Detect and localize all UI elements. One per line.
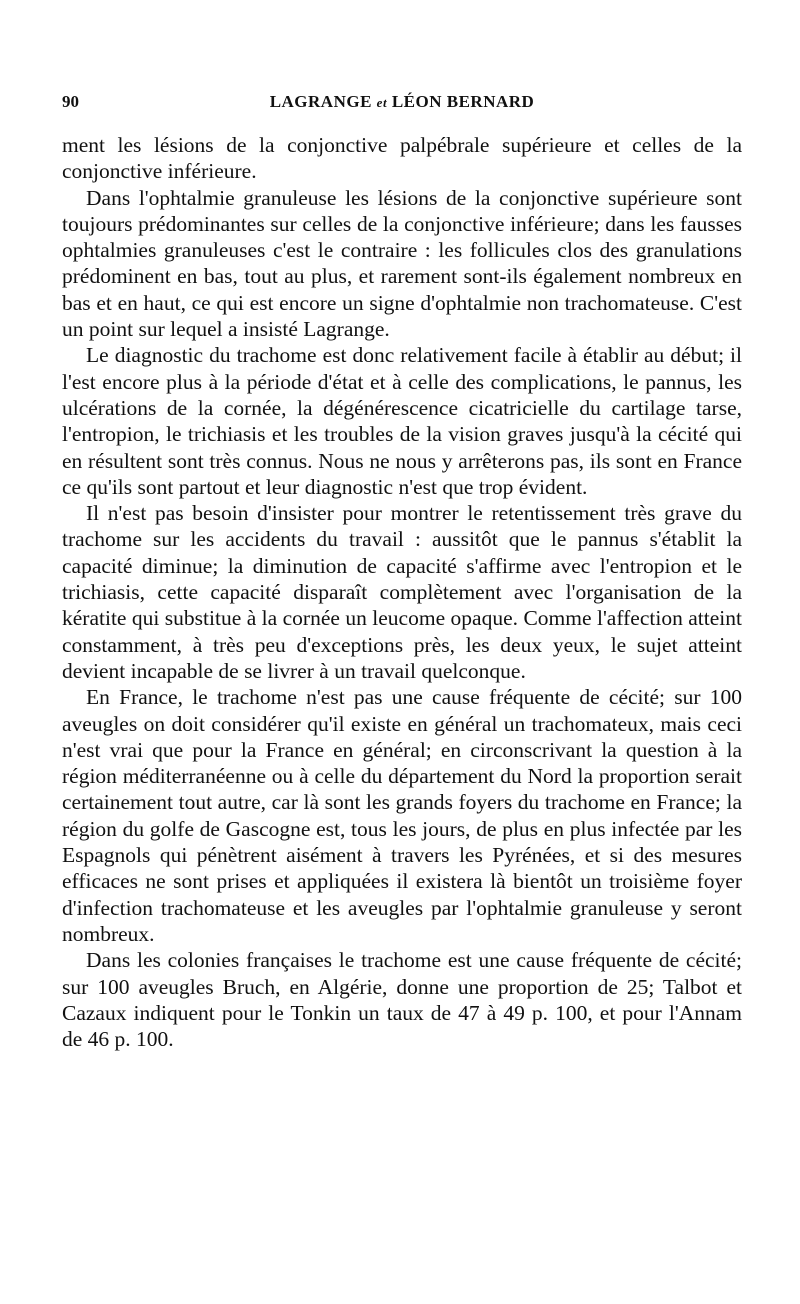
- paragraph-france: En France, le trachome n'est pas une cause fréquente de cécité; sur 100 aveugles on doit considérer qu'il existe en général un trachomateux, mais ceci n'est vrai que pour la France en général; en circonscrivant la question à la région méditerranéenne ou à celle du département du Nord la proportion serait certainement tout autre, car là sont les grands foyers du trachome en France; la région du golfe de Gascogne est, tous les jours, de plus en plus infectée par les Espagnols qui pénètrent aisément à travers les Pyrénées, et si des mesures efficaces ne sont prises et appliquées il existera là bientôt un troisième foyer d'infection trachomateuse et les aveugles par l'ophtalmie granuleuse y seront nombreux.: [62, 685, 742, 946]
- running-head-title: [62, 92, 742, 112]
- paragraph-work-accidents: Il n'est pas besoin d'insister pour montrer le retentissement très grave du trachome sur les accidents du travail : aussitôt que le pannus s'établit la capacité diminue; la diminution de capacité s'affirme avec l'entropion et le trichiasis, cette capacité disparaît complètement avec l'organisation de la kératite qui substitue à la cornée un leucome opaque. Comme l'affection atteint constamment, à très peu d'exceptions près, les deux yeux, le sujet atteint devient incapable de se livrer à un travail quelconque.: [62, 501, 742, 683]
- paragraph-diagnosis: Le diagnostic du trachome est donc relativement facile à établir au début; il l'est encore plus à la période d'état et à celle des complications, le pannus, les ulcérations de la cornée, la dégénérescence cicatricielle du cartilage tarse, l'entropion, le trichiasis et les troubles de la vision graves jusqu'à la cécité qui en résultent sont très connus. Nous ne nous y arrêterons pas, ils sont en France ce qu'ils sont partout et leur diagnostic n'est que trop évident.: [62, 343, 742, 499]
- running-head: [62, 86, 742, 116]
- author-leon-bernard: LÉON BERNARD: [391, 92, 535, 111]
- body-text: [62, 132, 742, 1052]
- book-page: [62, 86, 742, 1052]
- paragraph-continued: ment les lésions de la conjonctive palpébrale supérieure et celles de la conjonctive inférieure.: [62, 133, 742, 184]
- conjunction: et: [376, 95, 388, 110]
- page-number: 90: [62, 92, 79, 111]
- paragraph-granular-ophthalmia-lesions: Dans l'ophtalmie granuleuse les lésions de la conjonctive supérieure sont toujours prédominantes sur celles de la conjonctive inférieure; dans les fausses ophtalmies granuleuses c'est le contraire : les follicules clos des granulations prédominent en bas, tout au plus, et rarement sont-ils également nombreux en bas et en haut, ce qui est encore un signe d'ophtalmie non trachomateuse. C'est un point sur lequel a insisté Lagrange.: [62, 185, 742, 342]
- author-lagrange: LAGRANGE: [269, 92, 372, 111]
- paragraph-colonies: Dans les colonies françaises le trachome est une cause fréquente de cécité; sur 100 aveugles Bruch, en Algérie, donne une proportion de 25; Talbot et Cazaux indiquent pour le Tonkin un taux de 47 à 49 p. 100, et pour l'Annam de 46 p. 100.: [62, 948, 742, 1052]
